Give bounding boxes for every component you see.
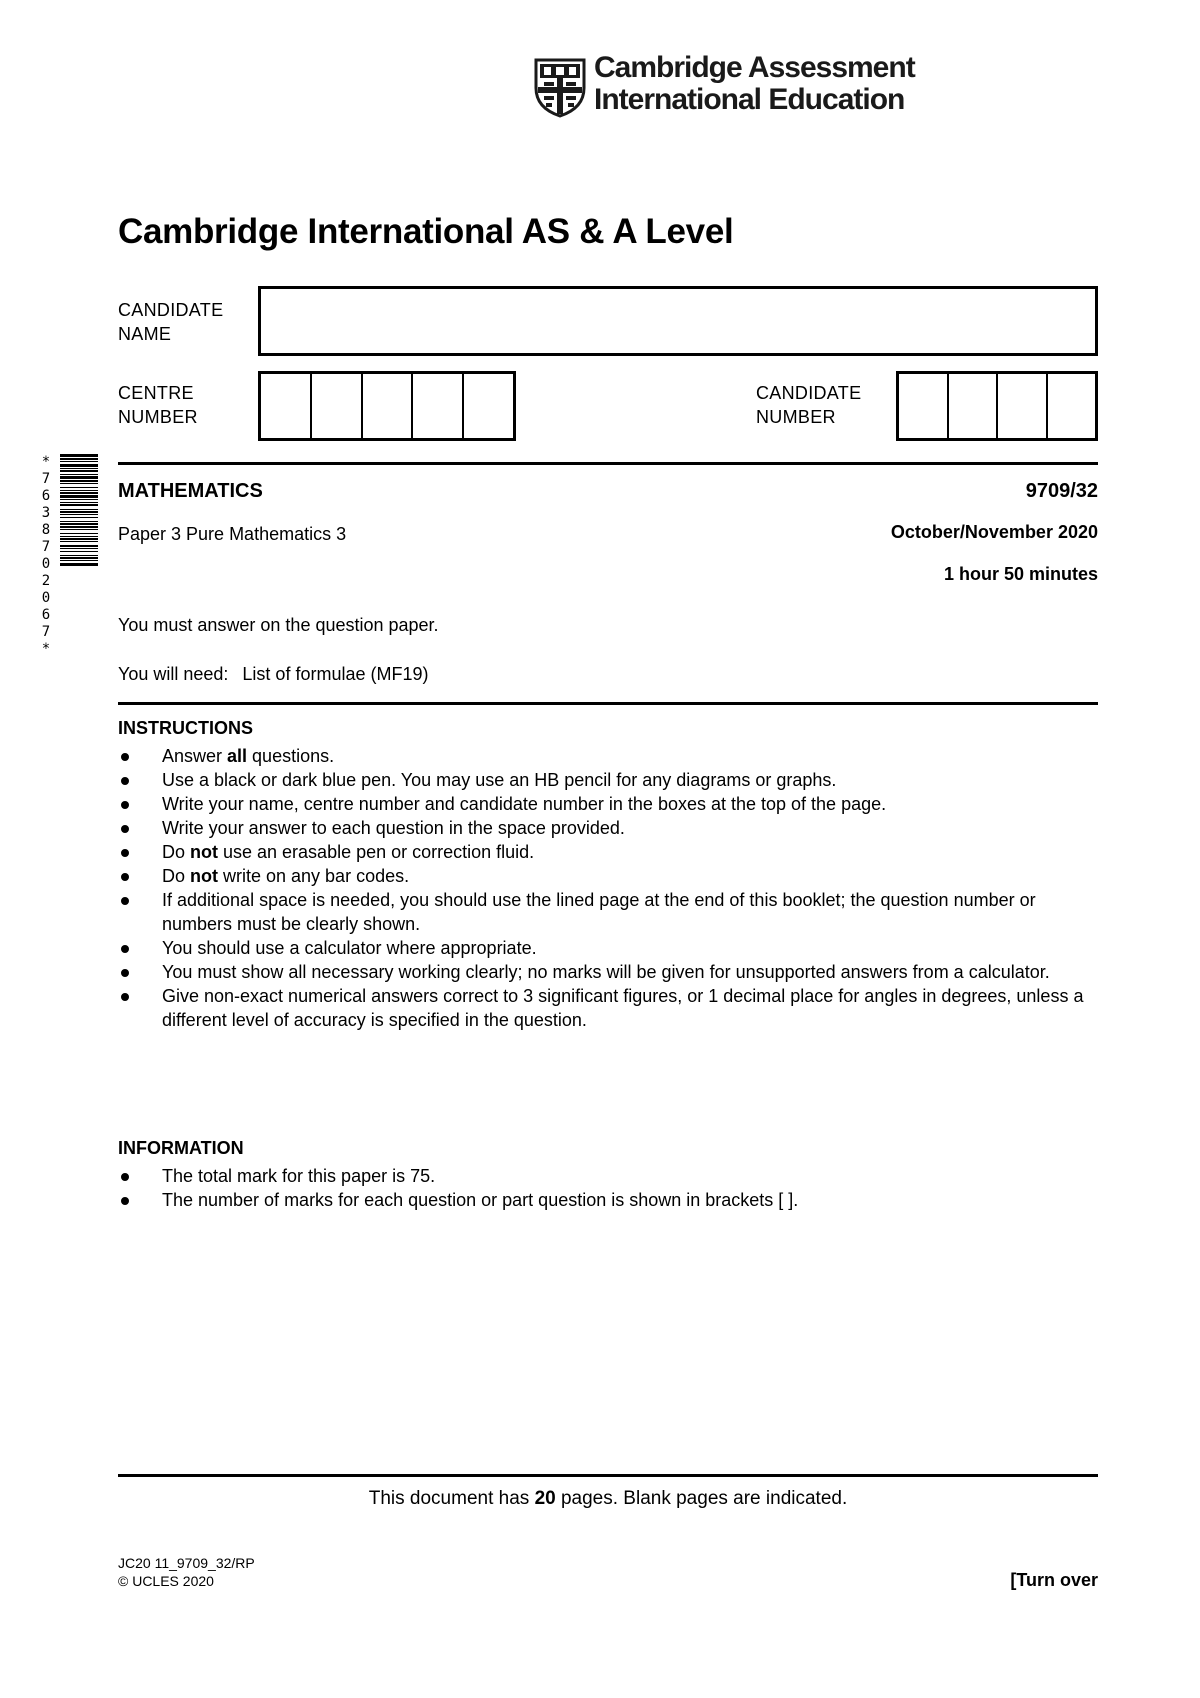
instruction-emphasis: not [190, 842, 218, 862]
list-item: The total mark for this paper is 75. [118, 1164, 1098, 1188]
information-heading: INFORMATION [118, 1138, 244, 1158]
page-count-text: This document has [368, 1488, 535, 1509]
exam-duration: 1 hour 50 minutes [943, 564, 1098, 584]
centre-number-cell[interactable] [464, 374, 513, 438]
barcode-digit: 6 [41, 607, 51, 623]
candidate-name-label-line-1: CANDIDATE [118, 300, 224, 320]
exam-session: October/November 2020 [890, 522, 1098, 542]
materials-label: You will need: [118, 664, 229, 684]
page-count-text: pages. Blank pages are indicated. [555, 1488, 848, 1509]
instruction-emphasis: all [227, 746, 248, 766]
list-item [118, 960, 1098, 984]
candidate-number-label [756, 381, 861, 429]
instruction-text: write on any bar codes. [218, 866, 410, 886]
centre-number-field[interactable] [258, 371, 516, 441]
list-item [118, 768, 1098, 792]
list-item [118, 792, 1098, 816]
centre-number-cell[interactable] [312, 374, 363, 438]
instructions-list [118, 744, 1098, 1032]
materials-value: List of formulae (MF19) [242, 664, 429, 684]
barcode-digit: 0 [41, 590, 51, 606]
instruction-text: You must show all necessary working clearly; no marks will be given for unsupported answers from a calculator. [162, 962, 1050, 982]
candidate-number-cell[interactable] [1048, 374, 1096, 438]
list-item [118, 816, 1098, 840]
list-item [118, 840, 1098, 864]
instruction-text: use an erasable pen or correction fluid. [218, 842, 535, 862]
centre-number-label-line-2: NUMBER [118, 407, 198, 427]
list-item [118, 864, 1098, 888]
list-item [118, 936, 1098, 960]
candidate-number-cell[interactable] [998, 374, 1048, 438]
centre-number-cell[interactable] [413, 374, 464, 438]
barcode-digit: 7 [41, 539, 51, 555]
answer-note: You must answer on the question paper. [118, 615, 439, 635]
candidate-number-cell[interactable] [949, 374, 999, 438]
page-count-note [118, 1488, 1098, 1510]
instruction-text: Write your answer to each question in the space provided. [162, 818, 625, 838]
instruction-text: If additional space is needed, you should use the lined page at the end of this booklet; the question number or numbers must be clearly shown. [162, 890, 1036, 934]
reference-code: JC20 11_9709_32/RP [118, 1555, 255, 1571]
candidate-number-label-line-2: NUMBER [756, 407, 836, 427]
instruction-text: Do [162, 842, 191, 862]
candidate-name-label [118, 298, 223, 346]
instruction-text: questions. [247, 746, 335, 766]
paper-title: Paper 3 Pure Mathematics 3 [118, 524, 347, 544]
instruction-text: You should use a calculator where appropriate. [162, 938, 537, 958]
candidate-name-field[interactable] [258, 286, 1098, 356]
list-item [118, 984, 1098, 1032]
barcode-digit: 2 [41, 573, 51, 589]
barcode-digit: 7 [41, 624, 51, 640]
logo-line-1: Cambridge Assessment [594, 51, 915, 84]
candidate-number-label-line-1: CANDIDATE [756, 383, 862, 403]
barcode-digits [36, 454, 56, 658]
cambridge-crest-icon [534, 58, 586, 118]
subject-name: MATHEMATICS [118, 480, 263, 502]
instruction-text: Use a black or dark blue pen. You may use an HB pencil for any diagrams or graphs. [162, 770, 837, 790]
information-list [118, 1164, 1098, 1212]
divider [118, 702, 1098, 705]
instruction-text: Give non-exact numerical answers correct to 3 significant figures, or 1 decimal place for angles in degrees, unless a different level of accuracy is specified in the question. [162, 986, 1084, 1030]
divider [118, 462, 1098, 465]
list-item: The number of marks for each question or part question is shown in brackets [ ]. [118, 1188, 1098, 1212]
logo-wordmark [594, 52, 915, 116]
divider [118, 1474, 1098, 1477]
instruction-emphasis: not [190, 866, 218, 886]
candidate-number-cell[interactable] [899, 374, 949, 438]
document-reference [118, 1554, 255, 1590]
logo-line-2: International Education [594, 83, 905, 116]
instructions-heading: INSTRUCTIONS [118, 718, 253, 738]
paper-code: 9709/32 [1025, 480, 1098, 502]
centre-number-cell[interactable] [261, 374, 312, 438]
list-item [118, 888, 1098, 936]
page-count: 20 [534, 1488, 556, 1509]
instruction-text: Write your name, centre number and candidate number in the boxes at the top of the page. [162, 794, 887, 814]
instruction-text: Do [162, 866, 191, 886]
materials-needed [118, 662, 428, 686]
barcode-digit: * [41, 454, 51, 470]
barcode-digit: 3 [41, 505, 51, 521]
barcode-digit: * [41, 641, 51, 657]
barcode-digit: 6 [41, 488, 51, 504]
instruction-text: Answer [162, 746, 228, 766]
copyright: © UCLES 2020 [118, 1573, 214, 1589]
list-item [118, 744, 1098, 768]
barcode-icon [60, 454, 98, 686]
barcode-digit: 0 [41, 556, 51, 572]
centre-number-label-line-1: CENTRE [118, 383, 194, 403]
centre-number-cell[interactable] [363, 374, 414, 438]
candidate-name-label-line-2: NAME [118, 324, 172, 344]
candidate-number-field[interactable] [896, 371, 1098, 441]
centre-number-label [118, 381, 198, 429]
barcode-digit: 8 [41, 522, 51, 538]
barcode-digit: 7 [41, 471, 51, 487]
turn-over: [Turn over [1010, 1570, 1098, 1590]
page-title: Cambridge International AS & A Level [118, 212, 734, 251]
